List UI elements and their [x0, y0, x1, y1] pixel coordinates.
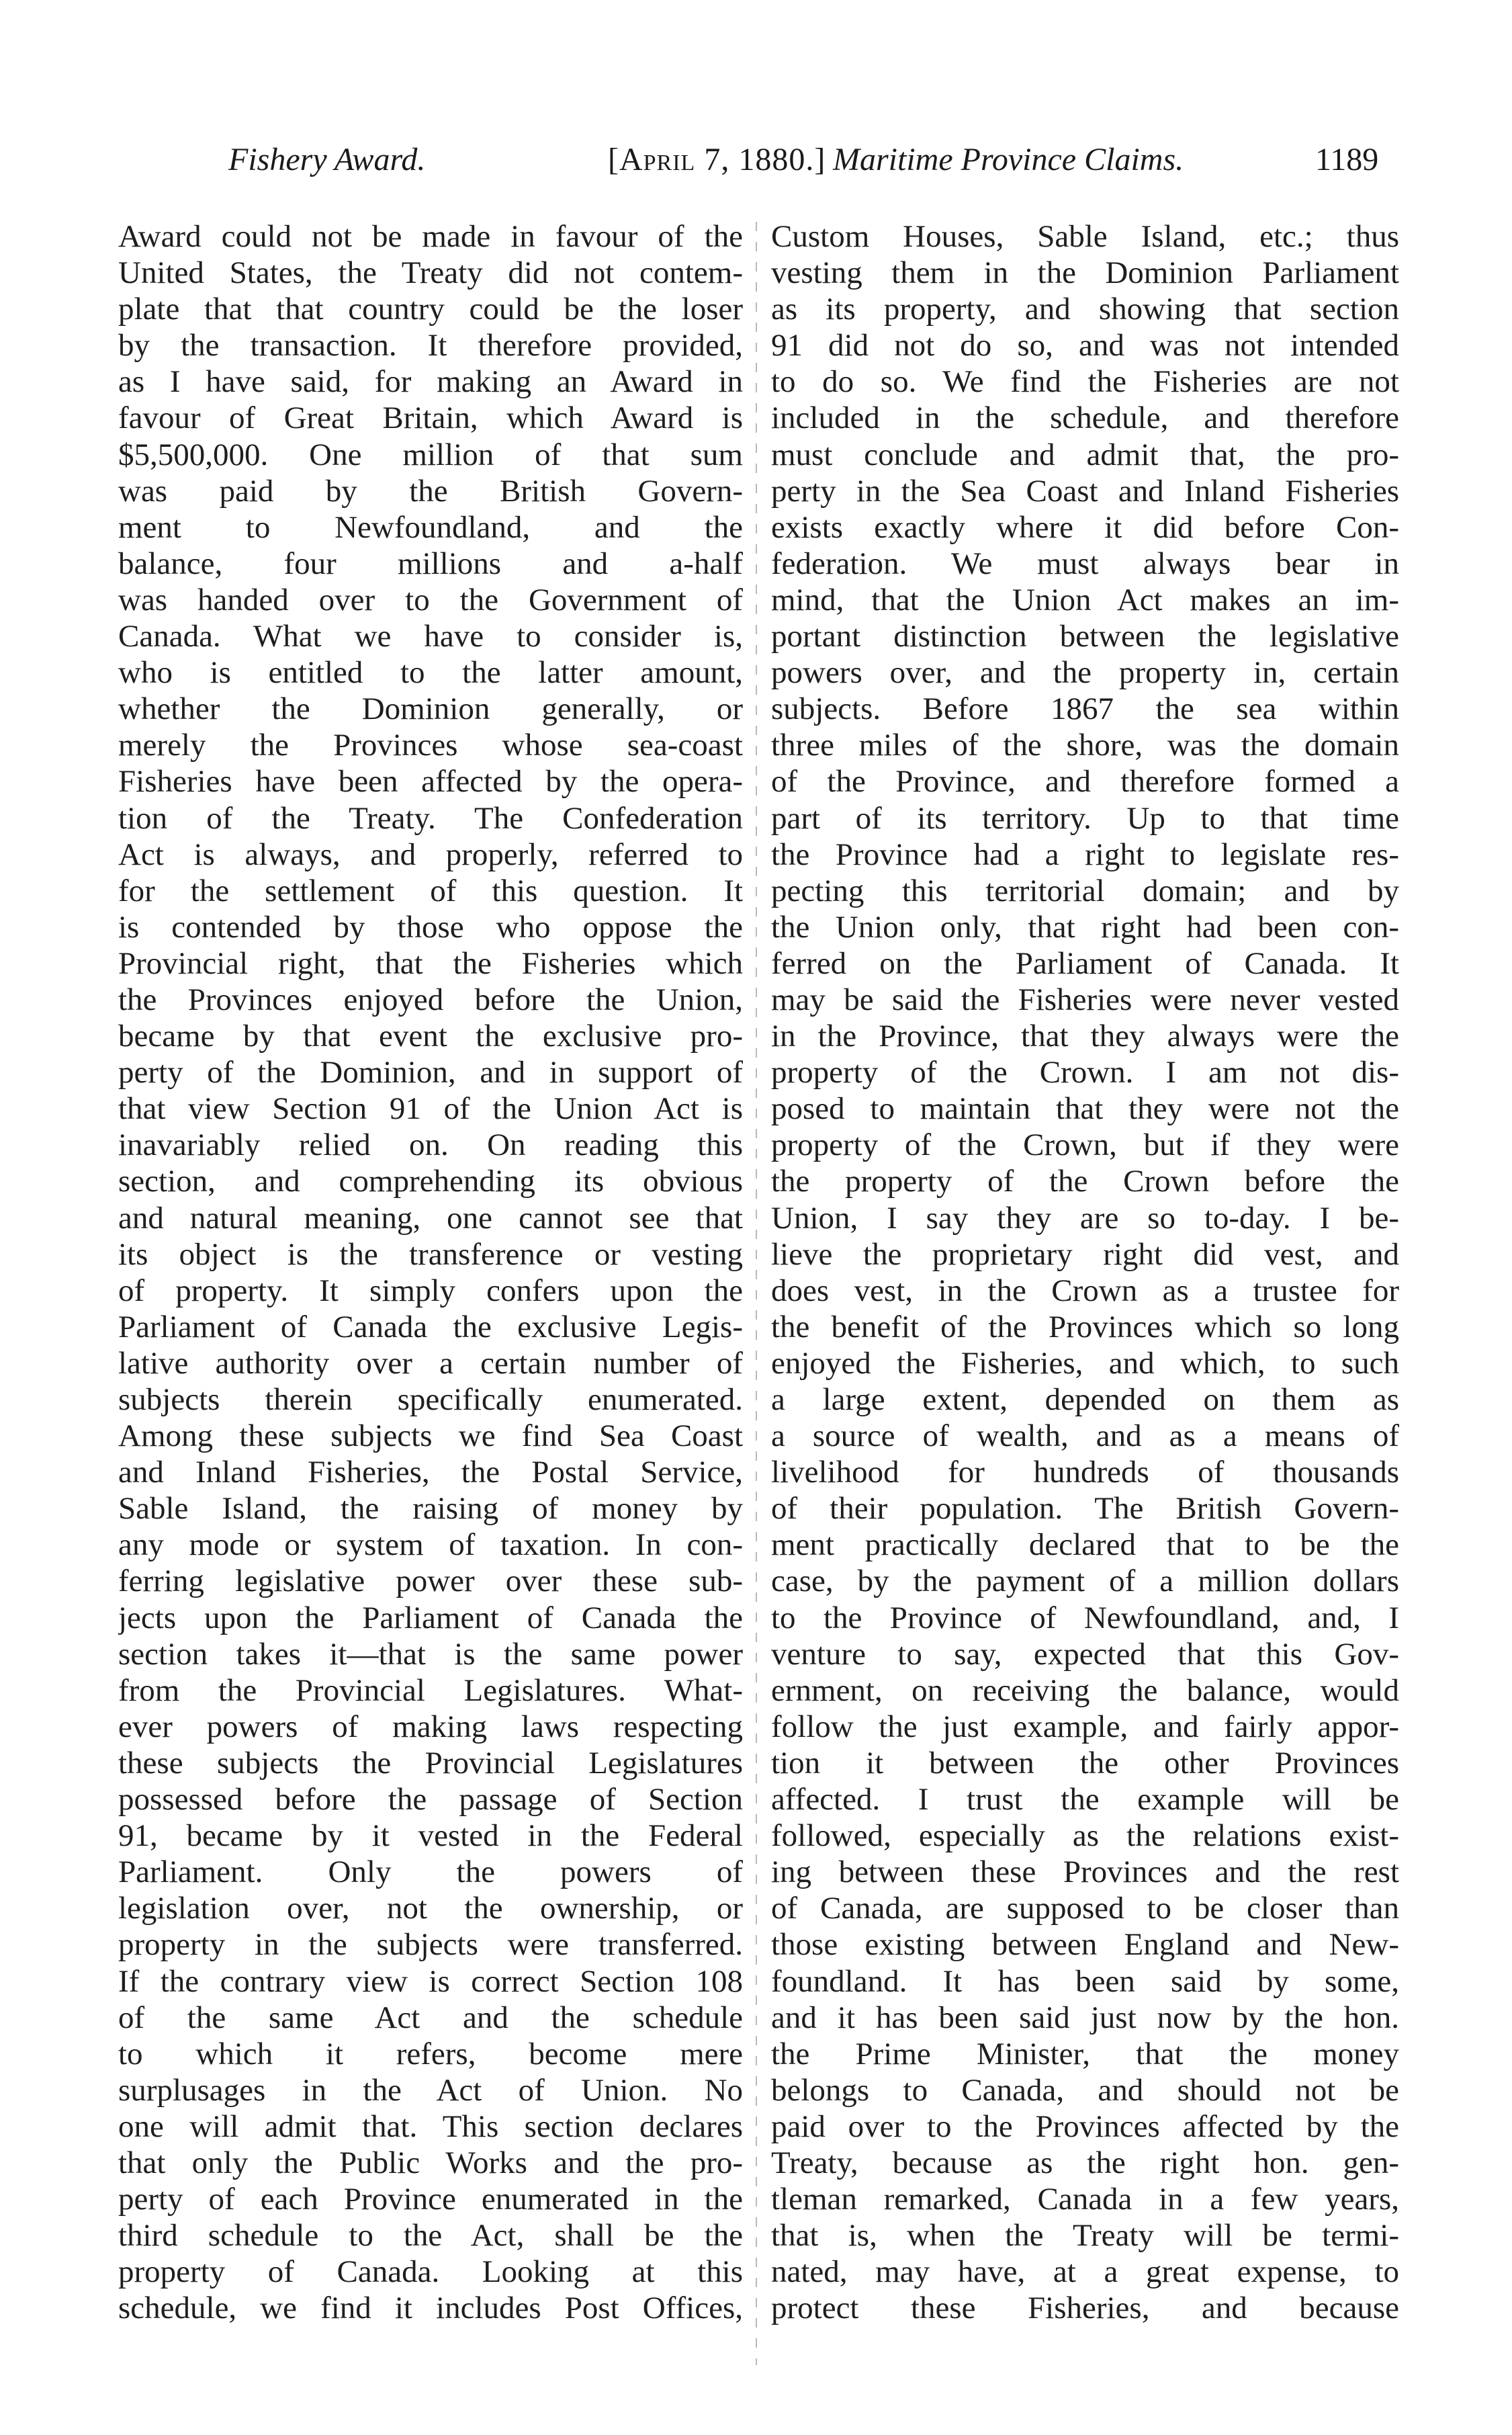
text-line: subjects therein specifically enumerated.	[118, 1382, 743, 1417]
text-line: 91, became by it vested in the Federal	[118, 1818, 743, 1854]
text-line: posed to maintain that they were not the	[771, 1091, 1399, 1127]
page-header	[0, 141, 1512, 188]
text-line: part of its territory. Up to that time	[771, 800, 1399, 836]
text-line: lieve the proprietary right did vest, and	[771, 1236, 1399, 1272]
text-line: property of the Crown, but if they were	[771, 1127, 1399, 1163]
header-section-title: Fishery Award.	[228, 142, 426, 177]
text-line: ernment, on receiving the balance, would	[771, 1672, 1399, 1708]
text-line: powers over, and the property in, certain	[771, 655, 1399, 691]
text-line: who is entitled to the latter amount,	[118, 655, 743, 691]
header-date	[608, 141, 826, 178]
text-line: the Prime Minister, that the money	[771, 2036, 1399, 2071]
text-line: Union, I say they are so to-day. I be-	[771, 1200, 1399, 1236]
text-line: does vest, in the Crown as a trustee for	[771, 1273, 1399, 1308]
text-line: plate that that country could be the loser	[118, 292, 743, 327]
text-line: subjects. Before 1867 the sea within	[771, 691, 1399, 727]
date-month: April	[619, 142, 696, 177]
text-line: property of the Crown. I am not dis-	[771, 1055, 1399, 1091]
text-line: that only the Public Works and the pro-	[118, 2145, 743, 2180]
text-line: ferring legislative power over these sub-	[118, 1564, 743, 1599]
text-line: that view Section 91 of the Union Act is	[118, 1091, 743, 1127]
text-line: pecting this territorial domain; and by	[771, 873, 1399, 908]
column-divider	[756, 222, 757, 2365]
text-line: property of Canada. Looking at this	[118, 2254, 743, 2290]
text-line: United States, the Treaty did not contem-	[118, 255, 743, 291]
text-line: may be said the Fisheries were never vested	[771, 982, 1399, 1017]
text-line: $5,500,000. One million of that sum	[118, 437, 743, 472]
text-line: belongs to Canada, and should not be	[771, 2072, 1399, 2108]
text-line: the property of the Crown before the	[771, 1164, 1399, 1199]
text-line: whether the Dominion generally, or	[118, 691, 743, 727]
text-line: ever powers of making laws respecting	[118, 1709, 743, 1744]
text-line: the benefit of the Provinces which so long	[771, 1309, 1399, 1344]
text-line: three miles of the shore, was the domain	[771, 728, 1399, 763]
text-line: perty of each Province enumerated in the	[118, 2182, 743, 2217]
text-line: favour of Great Britain, which Award is	[118, 400, 743, 436]
text-line: of property. It simply confers upon the	[118, 1273, 743, 1308]
text-line: a source of wealth, and as a means of	[771, 1418, 1399, 1454]
text-line: Act is always, and properly, referred to	[118, 837, 743, 872]
text-line: lative authority over a certain number of	[118, 1345, 743, 1381]
text-line: for the settlement of this question. It	[118, 873, 743, 908]
text-line: jects upon the Parliament of Canada the	[118, 1600, 743, 1635]
text-line: and natural meaning, one cannot see that	[118, 1200, 743, 1236]
text-line: must conclude and admit that, the pro-	[771, 437, 1399, 472]
text-line: exists exactly where it did before Con-	[771, 509, 1399, 545]
text-line: Parliament. Only the powers of	[118, 1854, 743, 1890]
text-line: any mode or system of taxation. In con-	[118, 1527, 743, 1563]
text-line: foundland. It has been said by some,	[771, 1963, 1399, 1999]
text-line: ing between these Provinces and the rest	[771, 1854, 1399, 1890]
text-line: ment practically declared that to be the	[771, 1527, 1399, 1563]
text-line: tleman remarked, Canada in a few years,	[771, 2182, 1399, 2217]
text-line: third schedule to the Act, shall be the	[118, 2218, 743, 2254]
text-line: affected. I trust the example will be	[771, 1782, 1399, 1818]
text-line: case, by the payment of a million dollars	[771, 1564, 1399, 1599]
text-line: nated, may have, at a great expense, to	[771, 2254, 1399, 2290]
text-line: property in the subjects were transferred.	[118, 1927, 743, 1963]
text-line: of the same Act and the schedule	[118, 2000, 743, 2035]
text-line: possessed before the passage of Section	[118, 1782, 743, 1818]
right-text-column	[771, 218, 1399, 2326]
text-line: If the contrary view is correct Section 108	[118, 1963, 743, 1999]
text-line: follow the just example, and fairly appor-	[771, 1709, 1399, 1744]
text-line: balance, four millions and a-half	[118, 546, 743, 581]
date-open-bracket: [	[608, 142, 619, 177]
text-line: paid over to the Provinces affected by the	[771, 2108, 1399, 2144]
text-line: the Provinces enjoyed before the Union,	[118, 982, 743, 1017]
text-line: of their population. The British Govern-	[771, 1491, 1399, 1527]
text-line: perty of the Dominion, and in support of	[118, 1055, 743, 1091]
text-line: by the transaction. It therefore provided,	[118, 328, 743, 364]
text-line: Canada. What we have to consider is,	[118, 619, 743, 654]
header-topic-title: Maritime Province Claims.	[833, 142, 1184, 177]
text-line: enjoyed the Fisheries, and which, to such	[771, 1345, 1399, 1381]
text-line: that is, when the Treaty will be termi-	[771, 2218, 1399, 2254]
text-line: became by that event the exclusive pro-	[118, 1019, 743, 1054]
text-line: those existing between England and New-	[771, 1927, 1399, 1963]
text-line: surplusages in the Act of Union. No	[118, 2072, 743, 2108]
text-line: the Province had a right to legislate res-	[771, 837, 1399, 872]
text-line: these subjects the Provincial Legislatures	[118, 1745, 743, 1781]
text-line: vesting them in the Dominion Parliament	[771, 255, 1399, 291]
text-line: as I have said, for making an Award in	[118, 364, 743, 400]
text-line: from the Provincial Legislatures. What-	[118, 1672, 743, 1708]
text-line: legislation over, not the ownership, or	[118, 1891, 743, 1926]
text-line: to do so. We find the Fisheries are not	[771, 364, 1399, 400]
text-line: livelihood for hundreds of thousands	[771, 1455, 1399, 1490]
text-line: Among these subjects we find Sea Coast	[118, 1418, 743, 1454]
text-line: protect these Fisheries, and because	[771, 2291, 1399, 2326]
text-line: of the Province, and therefore formed a	[771, 764, 1399, 800]
text-line: tion of the Treaty. The Confederation	[118, 800, 743, 836]
text-line: and it has been said just now by the hon.	[771, 2000, 1399, 2035]
text-line: was handed over to the Government of	[118, 582, 743, 617]
text-line: in the Province, that they always were the	[771, 1019, 1399, 1054]
text-line: federation. We must always bear in	[771, 546, 1399, 581]
text-line: included in the schedule, and therefore	[771, 400, 1399, 436]
text-line: one will admit that. This section declares	[118, 2108, 743, 2144]
text-line: inavariably relied on. On reading this	[118, 1127, 743, 1163]
text-line: Sable Island, the raising of money by	[118, 1491, 743, 1527]
text-line: and Inland Fisheries, the Postal Service,	[118, 1455, 743, 1490]
text-line: merely the Provinces whose sea-coast	[118, 728, 743, 763]
text-line: venture to say, expected that this Gov-	[771, 1636, 1399, 1672]
text-line: perty in the Sea Coast and Inland Fisheries	[771, 473, 1399, 509]
text-line: Parliament of Canada the exclusive Legis-	[118, 1309, 743, 1344]
text-line: a large extent, depended on them as	[771, 1382, 1399, 1417]
text-line: section takes it—that is the same power	[118, 1636, 743, 1672]
text-line: to which it refers, become mere	[118, 2036, 743, 2071]
text-line: its object is the transference or vesting	[118, 1236, 743, 1272]
left-text-column	[118, 218, 743, 2326]
text-line: to the Province of Newfoundland, and, I	[771, 1600, 1399, 1635]
text-line: mind, that the Union Act makes an im-	[771, 582, 1399, 617]
text-line: as its property, and showing that section	[771, 292, 1399, 327]
text-line: Treaty, because as the right hon. gen-	[771, 2145, 1399, 2180]
text-line: the Union only, that right had been con-	[771, 909, 1399, 945]
text-line: Award could not be made in favour of the	[118, 219, 743, 254]
date-rest: 7, 1880.]	[695, 142, 826, 177]
text-line: 91 did not do so, and was not intended	[771, 328, 1399, 364]
text-line: of Canada, are supposed to be closer than	[771, 1891, 1399, 1926]
text-line: tion it between the other Provinces	[771, 1745, 1399, 1781]
text-line: schedule, we find it includes Post Offices,	[118, 2291, 743, 2326]
text-line: ferred on the Parliament of Canada. It	[771, 945, 1399, 981]
text-line: portant distinction between the legislative	[771, 619, 1399, 654]
page-number: 1189	[1315, 142, 1379, 177]
text-line: ment to Newfoundland, and the	[118, 509, 743, 545]
text-line: Fisheries have been affected by the opera-	[118, 764, 743, 800]
text-line: was paid by the British Govern-	[118, 473, 743, 509]
text-line: followed, especially as the relations exist-	[771, 1818, 1399, 1854]
text-line: section, and comprehending its obvious	[118, 1164, 743, 1199]
text-line: is contended by those who oppose the	[118, 909, 743, 945]
text-line: Custom Houses, Sable Island, etc.; thus	[771, 219, 1399, 254]
text-line: Provincial right, that the Fisheries which	[118, 945, 743, 981]
